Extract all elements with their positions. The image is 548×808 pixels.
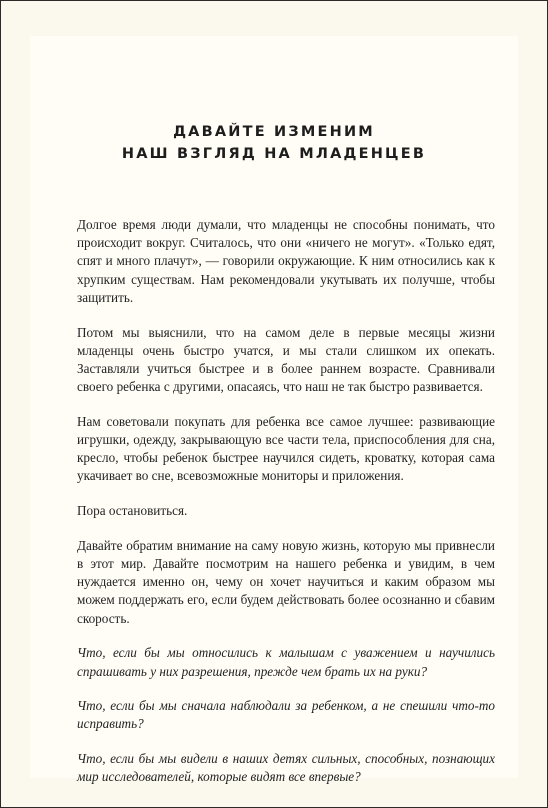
chapter-title bbox=[0, 121, 548, 165]
paragraph: Долгое время люди думали, что младенцы не способны понимать, что происходит вокруг. Считалось, что они «ничего не могут». «Только едят, спят и много плачут», — говорили окружающие. К ним относились как к хрупким существам. Нам рекомендовали укутывать их получше, чтобы защитить. bbox=[77, 217, 495, 305]
question-paragraph: Что, если бы мы видели в наших детях сильных, способных, познающих мир исследователей, которые видят все впервые? bbox=[77, 751, 495, 785]
body-text bbox=[77, 216, 495, 803]
paragraph: Нам советовали покупать для ребенка все самое лучшее: развивающие игрушки, одежду, закрывающую все части тела, приспособления для сна, кресло, чтобы ребенок быстрее научился сидеть, кроватку, которая сама укачивает во сне, всевозможные мониторы и приложения. bbox=[77, 413, 495, 484]
question-paragraph: Что, если бы мы сначала наблюдали за ребенком, а не спешили что-то исправить? bbox=[77, 698, 495, 732]
question-paragraph: Что, если бы мы относились к малышам с уважением и научились спрашивать у них разрешения, прежде чем брать их на руки? bbox=[77, 645, 495, 679]
chapter-title-line-1: ДАВАЙТЕ ИЗМЕНИМ bbox=[173, 124, 375, 140]
chapter-title-line-2: НАШ ВЗГЛЯД НА МЛАДЕНЦЕВ bbox=[121, 146, 427, 162]
paragraph: Пора остановиться. bbox=[77, 503, 188, 519]
paragraph: Потом мы выяснили, что на самом деле в первые месяцы жизни младенцы очень быстро учатся, и мы стали слишком их опекать. Заставляли учиться быстрее и в более раннем возрасте. Сравнивали своего ребенка с другими, опасаясь, что наш не так быстро развивается. bbox=[77, 324, 495, 395]
paragraph: Давайте обратим внимание на саму новую жизнь, которую мы привнесли в этот мир. Давайте посмотрим на нашего ребенка и увидим, в чем нуждается именно он, чему он хочет научиться и каким образом мы можем поддержать его, если будем действовать более осознанно и сбавим скорость. bbox=[77, 537, 495, 626]
